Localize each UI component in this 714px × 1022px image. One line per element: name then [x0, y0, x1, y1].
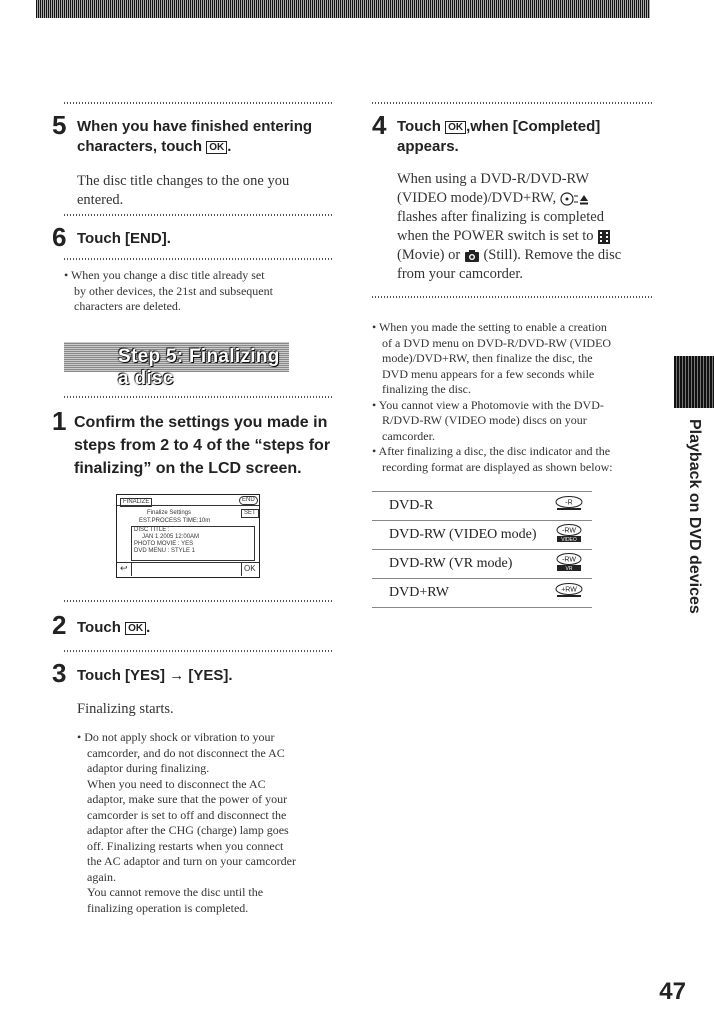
dvd-r-icon	[554, 496, 584, 510]
section-tab-marker	[674, 356, 714, 408]
step-heading: Touch [END].	[77, 230, 171, 247]
table-row	[372, 579, 592, 608]
divider	[64, 600, 334, 602]
format-label: DVD-RW (VIDEO mode)	[389, 527, 537, 542]
page-number: 47	[659, 978, 686, 1005]
note-text: characters are deleted.	[74, 299, 181, 313]
step-number: 4	[372, 110, 387, 140]
divider	[372, 296, 652, 298]
step-number: 6	[52, 222, 67, 252]
divider	[64, 258, 334, 260]
ok-icon: OK	[125, 622, 146, 635]
header-bar	[36, 0, 650, 18]
note-text: camcorder.	[382, 428, 435, 443]
step-number: 2	[52, 610, 67, 640]
heading-text: appears.	[397, 138, 459, 155]
body-text: when the POWER switch is set to	[397, 228, 594, 244]
section-title: Step 5: Finalizing a disc	[118, 346, 280, 389]
lcd-text: Finalize Settings	[147, 510, 192, 516]
heading-text: ,when [Completed]	[466, 118, 601, 135]
note-text: mode)/DVD+RW, then finalize the disc, the	[382, 351, 593, 365]
heading-text: steps from 2 to 4 of the “steps for	[74, 437, 331, 454]
note-text: You cannot remove the disc until the	[87, 885, 264, 899]
step-heading: Touch [YES] → [YES].	[77, 667, 233, 684]
lcd-divider	[117, 562, 259, 563]
divider	[64, 396, 334, 398]
lcd-info-box	[131, 526, 255, 561]
lcd-text: JAN 1 2005 12:00AM	[142, 534, 200, 540]
note-text: by other devices, the 21st and subsequent	[74, 283, 273, 298]
step-heading	[74, 411, 344, 480]
body-text: flashes after finalizing is completed	[397, 209, 604, 225]
heading-text: Touch	[397, 118, 441, 135]
icon-text: VIDEO	[561, 537, 577, 542]
step-number: 5	[52, 110, 67, 140]
body-line	[397, 246, 662, 265]
step-heading	[77, 618, 150, 638]
note-text: again.	[87, 869, 116, 884]
note-text: the AC adaptor and turn on your camcorder	[87, 854, 296, 868]
step-body	[397, 170, 662, 284]
dvd-rw-video-icon	[554, 524, 584, 542]
lcd-text: DVD MENU : STYLE 1	[134, 548, 196, 554]
body-text: The disc title changes to the one you	[77, 173, 290, 189]
body-text: from your camcorder.	[397, 266, 524, 282]
table-row	[372, 550, 592, 579]
note-text: • When you made the setting to enable a creation	[372, 320, 607, 334]
heading-text: .	[146, 619, 151, 636]
body-text: (Movie) or	[397, 247, 461, 263]
lcd-screen-illustration	[116, 494, 260, 578]
lcd-text: EST.PROCESS TIME:10m	[139, 518, 211, 524]
step-body: Finalizing starts.	[77, 701, 174, 717]
heading-text: .	[227, 138, 232, 155]
step-number: 1	[52, 406, 67, 436]
table-row	[372, 492, 592, 521]
format-label: DVD+RW	[389, 585, 450, 600]
lcd-divider	[117, 505, 259, 506]
ok-button: OK	[244, 564, 256, 573]
disc-eject-icon	[560, 192, 590, 206]
divider	[64, 214, 334, 216]
heading-text: When you have finished entering	[77, 118, 313, 135]
note-text: • After finalizing a disc, the disc indicator and the	[372, 444, 611, 458]
note-text: off. Finalizing restarts when you connect	[87, 838, 284, 853]
note-text: of a DVD menu on DVD-R/DVD-RW (VIDEO	[382, 335, 612, 350]
lcd-divider	[241, 562, 242, 576]
heading-text: finalizing” on the LCD screen.	[74, 460, 302, 477]
note-text: When you need to disconnect the AC	[87, 776, 266, 791]
note	[77, 730, 347, 916]
format-label: DVD-R	[389, 498, 434, 513]
note-text: finalizing the disc.	[382, 382, 471, 396]
note-text: finalizing operation is completed.	[87, 900, 249, 915]
note-text: • Do not apply shock or vibration to your	[77, 730, 275, 744]
body-line	[397, 227, 662, 246]
note-text: adaptor, make sure that the power of your	[87, 792, 288, 806]
body-text: (VIDEO mode)/DVD+RW,	[397, 190, 557, 206]
body-text: entered.	[77, 192, 124, 208]
note	[64, 268, 334, 315]
heading-text: characters, touch	[77, 138, 203, 155]
set-button: SET	[241, 509, 259, 518]
camera-icon	[464, 249, 480, 263]
format-label: DVD-RW (VR mode)	[389, 556, 513, 571]
note-text: DVD menu appears for a few seconds while	[382, 366, 595, 381]
back-icon: ↩	[120, 563, 128, 573]
heading-text: Confirm the settings you made in	[74, 414, 328, 431]
section-tab-label: Playback on DVD devices	[686, 419, 703, 614]
body-text: When using a DVD-R/DVD-RW	[397, 171, 590, 187]
dvd-plus-rw-icon	[554, 583, 584, 597]
note-text: adaptor during finalizing.	[87, 761, 210, 775]
note-text: • When you change a disc title already set	[64, 268, 265, 282]
movie-icon	[597, 229, 611, 245]
body-text: (Still). Remove the disc	[483, 247, 622, 263]
step-heading	[77, 117, 342, 157]
note-text: R/DVD-RW (VIDEO mode) discs on your	[382, 413, 587, 427]
note-text: camcorder, and do not disconnect the AC	[87, 745, 285, 760]
lcd-text: PHOTO MOVIE : YES	[134, 541, 194, 547]
step-number: 3	[52, 658, 67, 688]
notes	[372, 320, 654, 475]
icon-text: -RW	[562, 556, 576, 564]
body-line	[397, 189, 662, 208]
icon-text: +RW	[561, 586, 577, 594]
icon-text: -R	[565, 499, 573, 507]
divider	[372, 102, 652, 104]
heading-text: Touch	[77, 619, 121, 636]
note-text: recording format are displayed as shown below:	[382, 459, 613, 474]
dvd-rw-vr-icon	[554, 553, 584, 571]
section-tab	[682, 410, 703, 614]
section-banner	[64, 342, 289, 389]
note-text: • You cannot view a Photomovie with the DVD-	[372, 397, 604, 412]
lcd-text: DISC TITLE :	[134, 527, 170, 533]
lcd-divider	[131, 562, 132, 576]
divider	[64, 650, 334, 652]
lcd-title: FINALIZE	[120, 498, 152, 507]
step-body	[77, 172, 337, 210]
note-text: adaptor after the CHG (charge) lamp goes	[87, 823, 289, 837]
table-row	[372, 521, 592, 550]
note-text: camcorder is set to off and disconnect the	[87, 807, 287, 822]
icon-text: VR	[565, 566, 573, 571]
end-button: END	[239, 496, 258, 505]
ok-icon: OK	[445, 121, 466, 134]
ok-icon: OK	[206, 141, 227, 154]
icon-text: -RW	[562, 527, 576, 535]
divider	[64, 102, 334, 104]
step-heading	[397, 117, 662, 157]
